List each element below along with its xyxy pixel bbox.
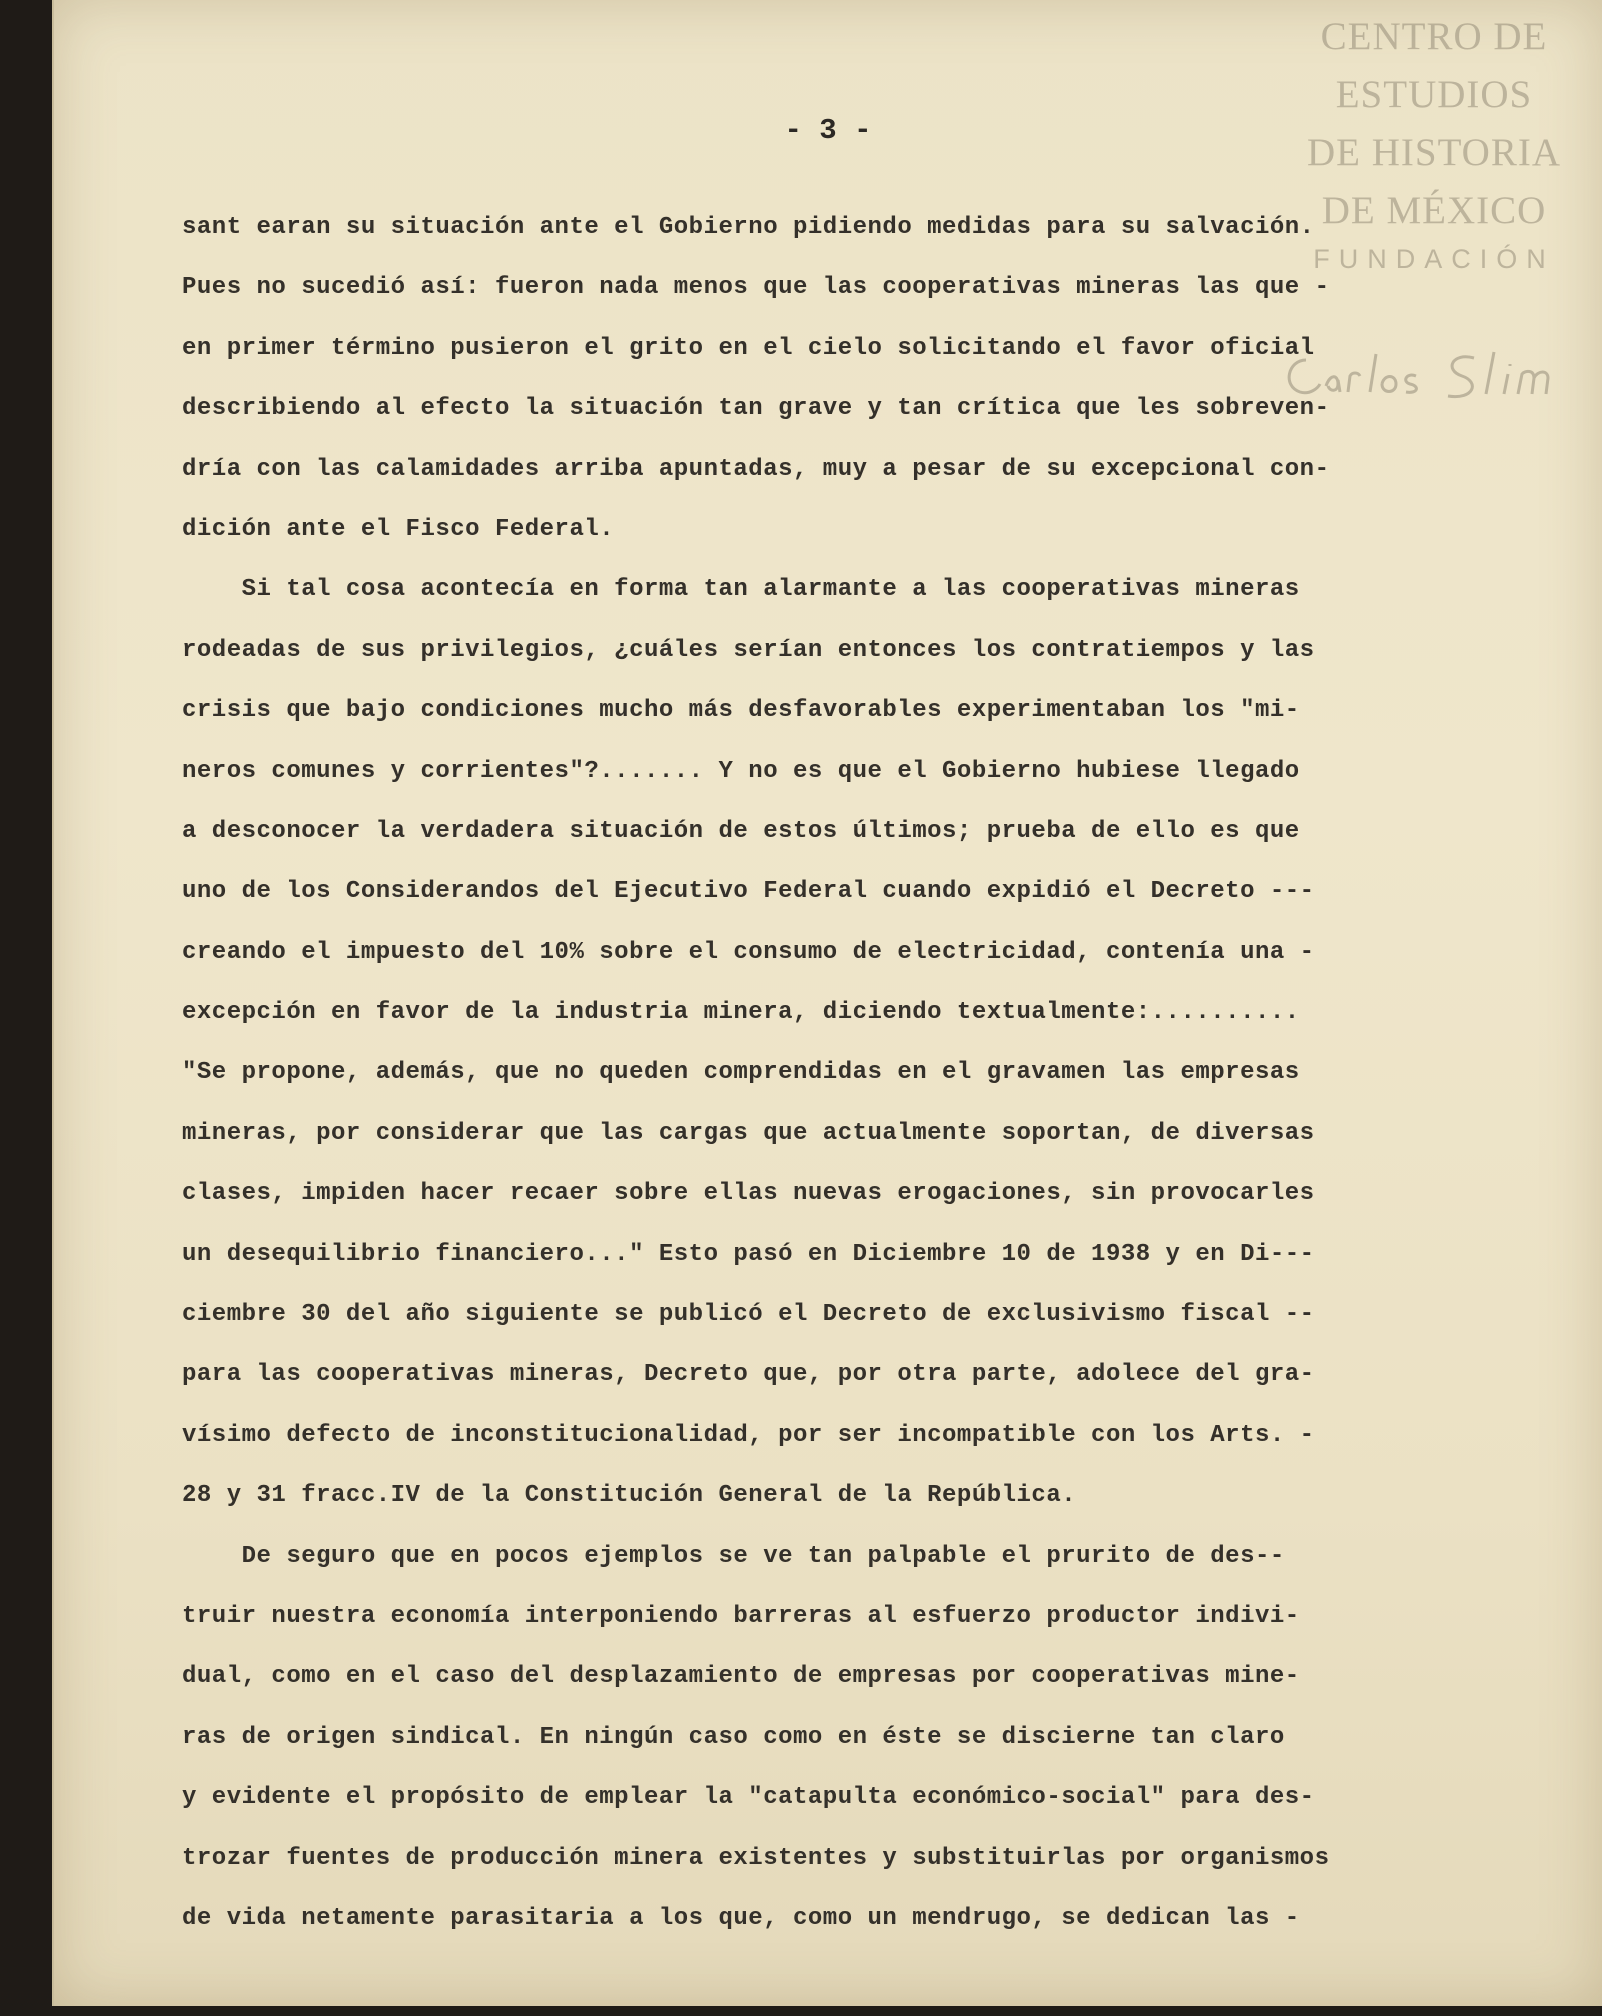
text-line: en primer término pusieron el grito en el cielo solicitando el favor oficial	[182, 334, 1315, 362]
text-line: clases, impiden hacer recaer sobre ellas nuevas erogaciones, sin provocarles	[182, 1180, 1315, 1208]
document-page	[52, 0, 1602, 2006]
text-line: crisis que bajo condiciones mucho más desfavorables experimentaban los "mi-	[182, 697, 1300, 725]
signature-logo-icon	[1278, 346, 1568, 408]
text-line: mineras, por considerar que las cargas que actualmente soportan, de diversas	[182, 1119, 1315, 1147]
text-line: y evidente el propósito de emplear la "catapulta económico-social" para des-	[182, 1784, 1315, 1812]
text-line: dual, como en el caso del desplazamiento de empresas por cooperativas mine-	[182, 1663, 1300, 1691]
text-line: a desconocer la verdadera situación de estos últimos; prueba de ello es que	[182, 817, 1300, 845]
watermark-line: CENTRO DE	[1320, 15, 1548, 58]
watermark-line: ESTUDIOS	[1335, 73, 1533, 116]
text-line: "Se propone, además, que no queden comprendidas en el gravamen las empresas	[182, 1059, 1300, 1087]
text-line: dición ante el Fisco Federal.	[182, 515, 615, 543]
text-line: Si tal cosa acontecía en forma tan alarmante a las cooperativas mineras	[182, 576, 1300, 604]
text-line: rodeadas de sus privilegios, ¿cuáles serían entonces los contratiempos y las	[182, 636, 1315, 664]
page-number: - 3 -	[784, 114, 872, 147]
text-line: excepción en favor de la industria minera, diciendo textualmente:..........	[182, 999, 1300, 1027]
text-line: para las cooperativas mineras, Decreto que, por otra parte, adolece del gra-	[182, 1361, 1315, 1389]
text-line: trozar fuentes de producción minera existentes y substituirlas por organismos	[182, 1844, 1330, 1872]
text-line: De seguro que en pocos ejemplos se ve tan palpable el prurito de des--	[182, 1542, 1285, 1570]
archive-watermark	[1284, 8, 1584, 275]
text-line: ciembre 30 del año siguiente se publicó el Decreto de exclusivismo fiscal --	[182, 1301, 1315, 1329]
text-line: sant earan su situación ante el Gobierno pidiendo medidas para su salvación.	[182, 214, 1315, 241]
text-line: describiendo al efecto la situación tan grave y tan crítica que les sobreven-	[182, 395, 1330, 423]
text-line: un desequilibrio financiero..." Esto pasó en Diciembre 10 de 1938 y en Di---	[182, 1240, 1315, 1268]
watermark-line: DE HISTORIA	[1306, 131, 1562, 174]
text-line: creando el impuesto del 10% sobre el consumo de electricidad, contenía una -	[182, 938, 1315, 966]
text-line: neros comunes y corrientes"?....... Y no es que el Gobierno hubiese llegado	[182, 757, 1300, 785]
text-line: truir nuestra economía interponiendo barreras al esfuerzo productor indivi-	[182, 1602, 1300, 1630]
text-line: 28 y 31 fracc.IV de la Constitución General de la República.	[182, 1482, 1077, 1510]
text-line: de vida netamente parasitaria a los que, como un mendrugo, se dedican las -	[182, 1904, 1300, 1932]
watermark-fundacion: FUNDACIÓN	[1313, 244, 1555, 274]
text-line: uno de los Considerandos del Ejecutivo Federal cuando expidió el Decreto ---	[182, 878, 1315, 906]
text-line: vísimo defecto de inconstitucionalidad, por ser incompatible con los Arts. -	[182, 1421, 1315, 1449]
watermark-line: DE MÉXICO	[1321, 189, 1547, 232]
text-line: dría con las calamidades arriba apuntadas, muy a pesar de su excepcional con-	[182, 455, 1330, 483]
body-text	[182, 198, 1602, 1949]
text-line: ras de origen sindical. En ningún caso como en éste se discierne tan claro	[182, 1723, 1285, 1751]
text-line: Pues no sucedió así: fueron nada menos que las cooperativas mineras las que -	[182, 274, 1330, 302]
